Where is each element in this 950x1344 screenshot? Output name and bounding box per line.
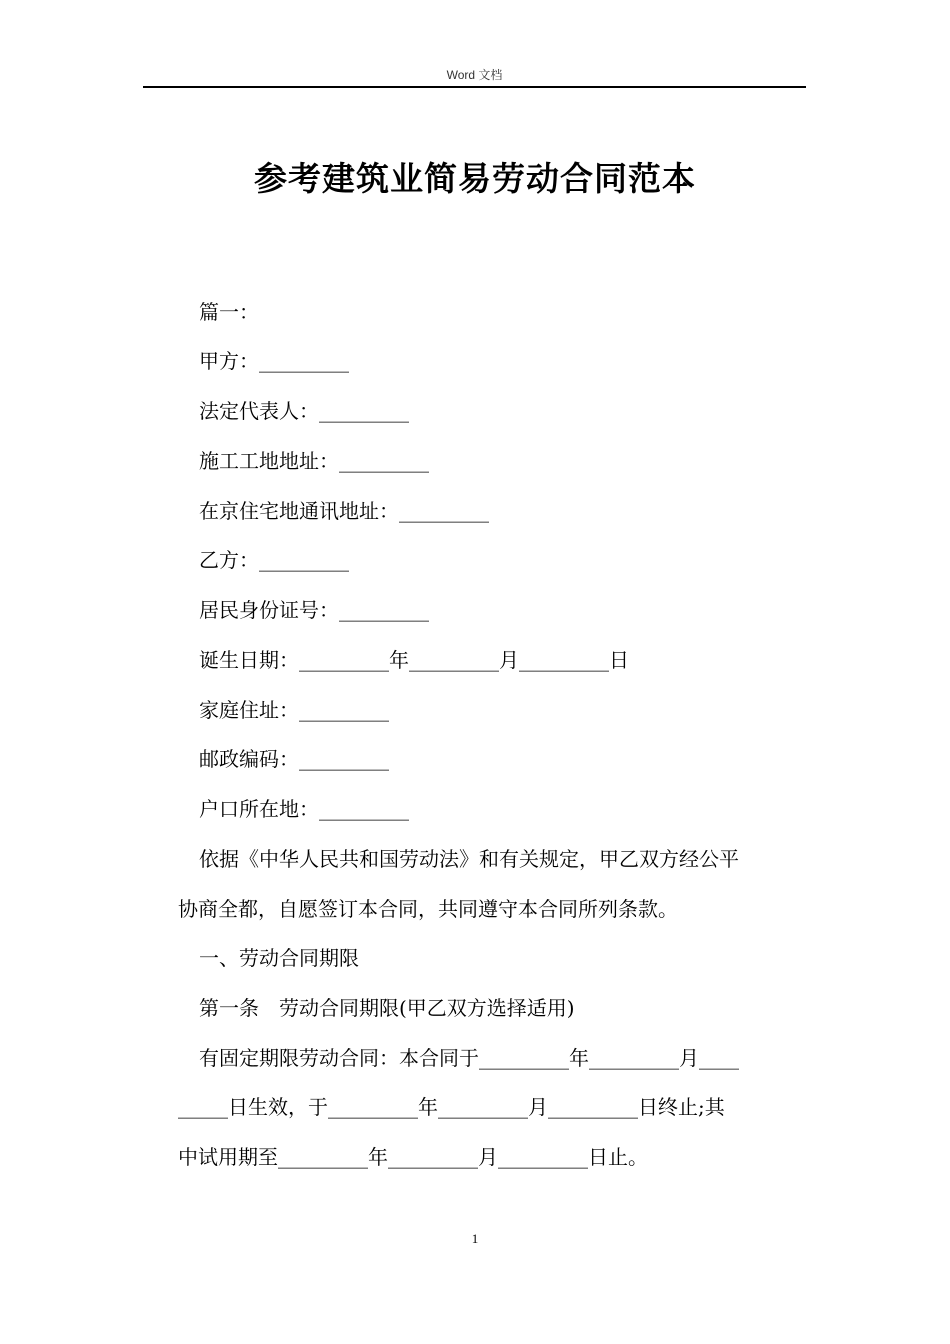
paragraph-line: 中试用期至_________年_________月_________日止。 bbox=[178, 1145, 648, 1169]
id-number-field: 居民身份证号：_________ bbox=[199, 598, 429, 622]
header-rule bbox=[143, 86, 806, 88]
site-address-field: 施工工地地址：_________ bbox=[199, 449, 429, 473]
paragraph-line: 有固定期限劳动合同：本合同于_________年_________月____ bbox=[199, 1046, 739, 1070]
article-heading: 第一条 劳动合同期限(甲乙双方选择适用) bbox=[199, 996, 575, 1020]
birth-date-field: 诞生日期：_________年_________月_________日 bbox=[199, 648, 629, 672]
mailing-address-field: 在京住宅地通讯地址：_________ bbox=[199, 499, 489, 523]
page-header: Word 文档 bbox=[446, 68, 503, 82]
legal-representative-field: 法定代表人：_________ bbox=[199, 399, 409, 423]
document-title: 参考建筑业简易劳动合同范本 bbox=[254, 159, 696, 198]
section-label: 篇一： bbox=[199, 300, 259, 324]
postal-code-field: 邮政编码：_________ bbox=[199, 747, 389, 771]
page-number: 1 bbox=[471, 1231, 479, 1246]
section-heading: 一、劳动合同期限 bbox=[199, 946, 359, 970]
party-b-field: 乙方：_________ bbox=[199, 548, 349, 572]
paragraph-line: 依据《中华人民共和国劳动法》和有关规定，甲乙双方经公平 bbox=[199, 847, 739, 871]
party-a-field: 甲方：_________ bbox=[199, 349, 349, 373]
home-address-field: 家庭住址：_________ bbox=[199, 698, 389, 722]
paragraph-line: _____日生效，于_________年_________月_________日终止;其 bbox=[178, 1095, 725, 1119]
paragraph-line: 协商全都，自愿签订本合同，共同遵守本合同所列条款。 bbox=[178, 897, 678, 921]
household-registration-field: 户口所在地：_________ bbox=[199, 797, 409, 821]
